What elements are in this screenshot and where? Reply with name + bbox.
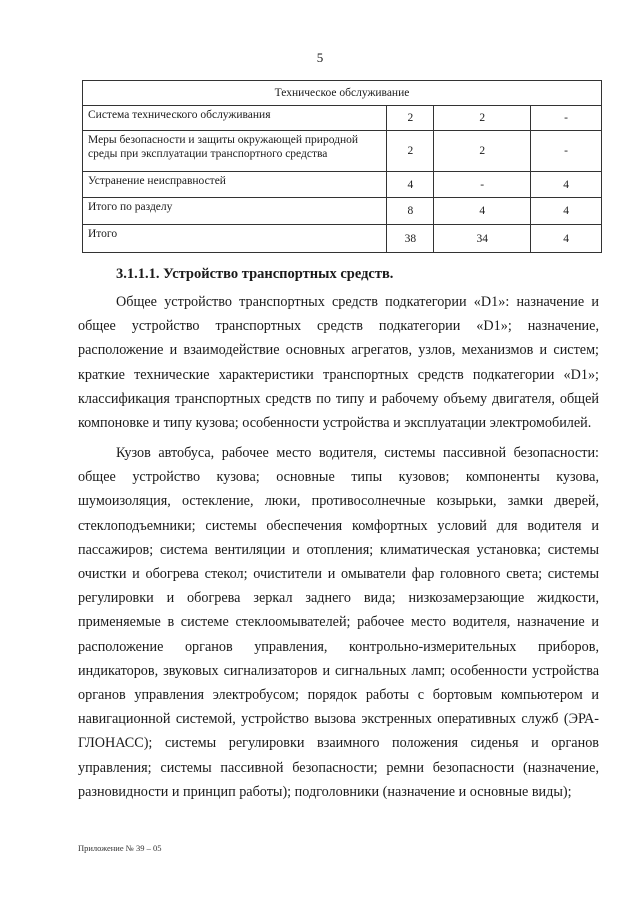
table-cell-label: Итого	[83, 225, 387, 253]
table-cell-theory: 2	[434, 106, 531, 131]
table-cell-label: Система технического обслуживания	[83, 106, 387, 131]
table-cell-theory: 34	[434, 225, 531, 253]
table-cell-label: Устранение неисправностей	[83, 172, 387, 198]
table-cell-label: Меры безопасности и защиты окружающей природной среды при эксплуатации транспортного средства	[83, 131, 387, 172]
table-row	[83, 198, 602, 225]
body-paragraph: Кузов автобуса, рабочее место водителя, системы пассивной безопасности: общее устройство кузова; основные типы кузовов; компоненты кузова, шумоизоляция, остекление, люки, противосолнечные козырьки, замки дверей, стеклоподъемники; системы обеспечения комфортных условий для водителя и пассажиров; система вентиляции и отопления; климатическая установка; системы очистки и обогрева стекол; очистители и омыватели фар головного света; системы регулировки и обогрева зеркал заднего вида; низкозамерзающие жидкости, применяемые в системе стеклоомывателей; рабочее место водителя, назначение и расположение органов управления, контрольно-измерительных приборов, индикаторов, звуковых сигнализаторов и сигнальных ламп; особенности устройства органов управления электробусом; порядок работы с бортовым компьютером и навигационной системой, устройство вызова экстренных оперативных служб (ЭРА-ГЛОНАСС); системы регулировки взаимного положения сиденья и органов управления; системы пассивной безопасности; ремни безопасности (назначение, разновидности и принцип работы); подголовники (назначение и основные виды);	[78, 445, 599, 800]
table-cell-total: 2	[387, 131, 434, 172]
table-cell-total: 38	[387, 225, 434, 253]
table-section-title: Техническое обслуживание	[83, 81, 602, 106]
table-cell-total: 2	[387, 106, 434, 131]
table-row	[83, 172, 602, 198]
page-number: 5	[316, 50, 324, 65]
table-cell-label: Итого по разделу	[83, 198, 387, 225]
body-paragraph: Общее устройство транспортных средств подкатегории «D1»: назначение и общее устройство транспортных средств подкатегории «D1»; назначение, расположение и взаимодействие основных агрегатов, узлов, механизмов и систем; краткие технические характеристики транспортных средств подкатегории «D1»; классификация транспортных средств по типу и рабочему объему двигателя, общей компоновке и типу кузова; особенности устройства и эксплуатации электромобилей.	[78, 294, 599, 432]
table-cell-total: 8	[387, 198, 434, 225]
curriculum-table	[82, 80, 602, 253]
section-heading: 3.1.1.1. Устройство транспортных средств.	[116, 266, 394, 282]
table-cell-practice: -	[531, 131, 602, 172]
table-cell-practice: 4	[531, 225, 602, 253]
table-row	[83, 106, 602, 131]
table-section-row	[83, 81, 602, 106]
table-cell-total: 4	[387, 172, 434, 198]
table-cell-practice: 4	[531, 198, 602, 225]
table-cell-theory: 4	[434, 198, 531, 225]
page-footer: Приложение № 39 – 05	[78, 843, 162, 853]
table-cell-theory: 2	[434, 131, 531, 172]
table-cell-theory: -	[434, 172, 531, 198]
table-cell-practice: -	[531, 106, 602, 131]
table-cell-practice: 4	[531, 172, 602, 198]
table-row	[83, 131, 602, 172]
table-row	[83, 225, 602, 253]
